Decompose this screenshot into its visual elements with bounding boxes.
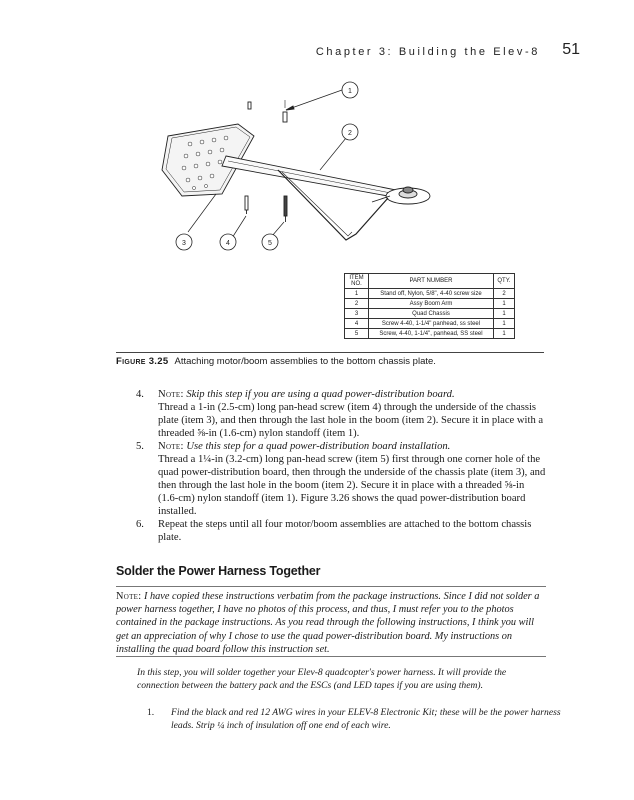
figure-3-25-drawing <box>110 74 530 264</box>
row-qty: 1 <box>494 329 515 339</box>
page-number: 51 <box>562 41 580 58</box>
screw-item-4 <box>245 196 248 210</box>
note-text: Use this step for a quad power-distribution board installation. <box>186 441 451 452</box>
step-text: Repeat the steps until all four motor/boom assemblies are attached to the bottom chassis plate. <box>158 519 532 543</box>
list-item <box>136 518 546 544</box>
note-divider-bottom <box>116 656 546 657</box>
figure-caption <box>116 356 436 367</box>
header-part-number: PART NUMBER <box>369 274 494 289</box>
callout-4: 4 <box>226 240 230 247</box>
callout-1: 1 <box>348 88 352 95</box>
parts-table-header <box>345 274 515 289</box>
row-qty: 1 <box>494 309 515 319</box>
table-row <box>345 309 515 319</box>
row-part: Screw 4-40, 1-1/4" panhead, ss steel <box>369 319 494 329</box>
boom-arm <box>222 156 410 200</box>
row-part: Screw, 4-40, 1-1/4", panhead, SS steel <box>369 329 494 339</box>
row-qty: 1 <box>494 319 515 329</box>
screw-item-5 <box>284 196 287 216</box>
standoff-part <box>283 112 287 122</box>
section-title: Solder the Power Harness Together <box>116 564 321 578</box>
table-row <box>345 289 515 299</box>
list-item <box>136 388 546 440</box>
callout-2: 2 <box>348 130 352 137</box>
step-note <box>158 388 546 401</box>
step-number: 4. <box>136 389 144 400</box>
table-row <box>345 319 515 329</box>
step-number: 6. <box>136 519 144 530</box>
quoted-step <box>147 706 561 732</box>
row-qty: 1 <box>494 299 515 309</box>
caption-divider <box>116 352 544 353</box>
note-label: Note: <box>158 441 184 452</box>
row-item: 5 <box>345 329 369 339</box>
figure-caption-text: Attaching motor/boom assemblies to the bottom chassis plate. <box>174 356 436 367</box>
row-part: Assy Boom Arm <box>369 299 494 309</box>
step-text: Thread a 1-in (2.5-cm) long pan-head screw (item 4) through the underside of the chassis plate (item 3), and then through the last hole in the boom (item 2). Secure it in place with a threaded ⅝-in (1.6-cm) nylon standoff (item 1). <box>158 402 544 439</box>
step-text: Thread a 1¼-in (3.2-cm) long pan-head screw (item 5) first through one corner hole of the quad power-distribution board, then through the underside of the chassis plate (item 3), and then through the last hole in the boom (item 2). Secure it in place with a threaded ⅝-in (1.6-cm) nylon standoff (item 1). Figure 3.26 shows the quad power-distribution board installed. <box>158 454 546 517</box>
step-number: 5. <box>136 441 144 452</box>
parts-table <box>344 273 515 339</box>
note-text: I have copied these instructions verbatim from the package instructions. Since I did not solder a power harness together, I have no photos of this process, and thus, I must refer you to the photos contained in the package instructions. As you read through the following instructions, I think you will get an appreciation of why I chose to use the quad power-distribution board. My instructions on installing the quad board follow this instruction set. <box>116 591 540 655</box>
quoted-step-number: 1. <box>147 707 155 718</box>
row-part: Stand off, Nylon, 5/8", 4-40 screw size <box>369 289 494 299</box>
page-header <box>0 41 634 64</box>
chapter-title: Chapter 3: Building the Elev-8 <box>315 46 540 58</box>
row-item: 3 <box>345 309 369 319</box>
quoted-paragraph: In this step, you will solder together your Elev-8 quadcopter's power harness. It will provide the connection between the battery pack and the ESCs (and LED tapes if you are using them). <box>137 667 507 691</box>
row-part: Quad Chassis <box>369 309 494 319</box>
row-item: 4 <box>345 319 369 329</box>
note-divider-top <box>116 586 546 587</box>
row-item: 2 <box>345 299 369 309</box>
header-item-no: ITEM NO. <box>345 274 369 289</box>
header-qty: QTY. <box>494 274 515 289</box>
table-row <box>345 329 515 339</box>
quoted-step-text: Find the black and red 12 AWG wires in your ELEV-8 Electronic Kit; these will be the power harness leads. Strip ¼ inch of insulation off one end of each wire. <box>171 707 561 731</box>
row-qty: 2 <box>494 289 515 299</box>
figure-label: Figure 3.25 <box>116 356 169 367</box>
step-note <box>158 440 546 453</box>
callout-3: 3 <box>182 240 186 247</box>
row-item: 1 <box>345 289 369 299</box>
steps-list <box>136 388 546 544</box>
note-block <box>116 590 546 656</box>
table-row <box>345 299 515 309</box>
list-item <box>136 440 546 518</box>
callout-5: 5 <box>268 240 272 247</box>
note-label: Note: <box>158 389 184 400</box>
note-text: Skip this step if you are using a quad power-distribution board. <box>186 389 455 400</box>
note-label: Note: <box>116 591 142 602</box>
